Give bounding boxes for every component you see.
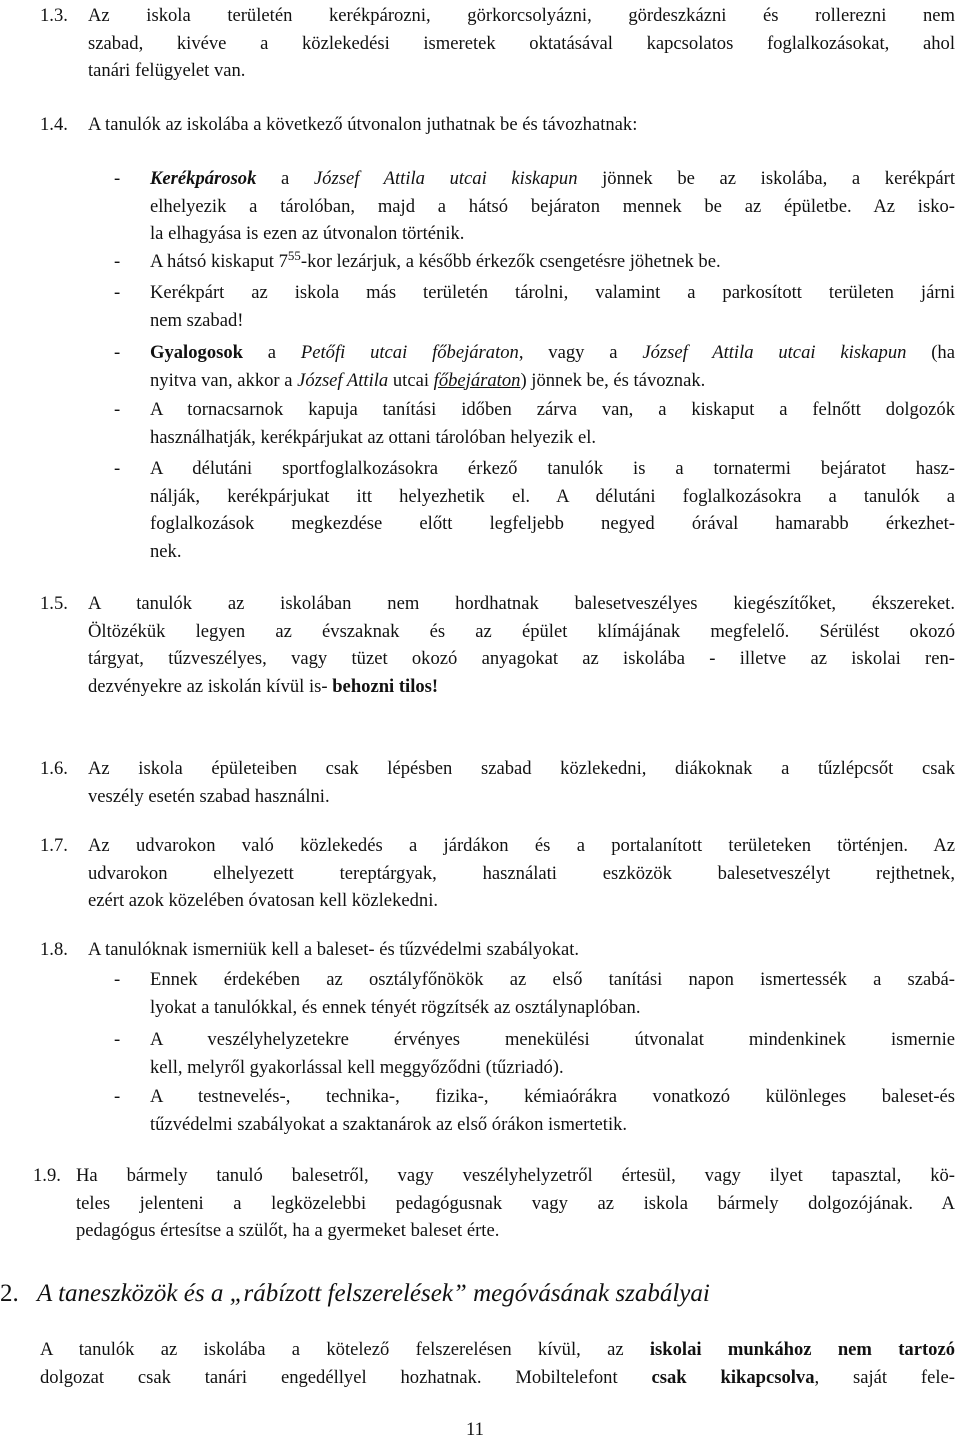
- section-intro: [88, 111, 955, 139]
- text-line: A tanulók az iskolában nem hordhatnak balesetveszélyes kiegészítőket, ékszereket.: [88, 593, 955, 614]
- section-intro: [88, 936, 955, 964]
- text-line: pedagógus értesítse a szülőt, ha a gyermeket baleset érte.: [76, 1220, 500, 1241]
- text-line: la elhagyása is ezen az útvonalon történik.: [150, 223, 465, 244]
- section-number: 1.9.: [33, 1165, 61, 1186]
- section-text: [88, 755, 955, 810]
- section-number: 1.3.: [40, 5, 68, 26]
- text-line: Kerékpárt az iskola más területén tárolni, valamint a parkosított területen járni: [150, 282, 955, 303]
- text-line: nek.: [150, 540, 182, 562]
- text-line: ezért azok közelében óvatosan kell közlekedni.: [88, 890, 439, 911]
- page-number: 11: [466, 1419, 484, 1440]
- text-line: lyokat a tanulókkal, és ennek tényét rögzítsék az osztálynaplóban.: [150, 996, 641, 1018]
- section-text: A tanulók az iskolában nem hordhatnak balesetveszélyes kiegészítőket, ékszereket. Öltözékük legyen az évszaknak és az épület klímájának megfelelő. Sérülést okozó tárgyat, tűzveszélyes, vagy tüzet okozó anyagokat az iskolába - illetve az iskolai ren- dezvényekre az iskolán kívül is- behozni tilos!: [88, 590, 955, 700]
- text-line: szabad, kivéve a közlekedési ismeretek oktatásával kapcsolatos foglalkozásokat, ahol: [88, 32, 955, 54]
- chapter-number: 2.: [0, 1280, 19, 1307]
- text-line: veszély esetén szabad használni.: [88, 785, 330, 807]
- text-line: foglalkozások megkezdése előtt legfeljebb negyed órával hamarabb érkezhet-: [150, 513, 955, 534]
- text-line: A veszélyhelyzetekre érvényes menekülési útvonalat mindenkinek ismernie: [150, 1029, 955, 1050]
- text-line: teles jelenteni a legközelebbi pedagógusnak vagy az iskola bármely dolgozójának. A: [76, 1192, 955, 1214]
- pedestrians-label: Gyalogosok: [150, 342, 243, 363]
- text-line: használhatják, kerékpárjukat az ottani tárolóban helyezik el.: [150, 426, 597, 448]
- text-line: A testnevelés-, technika-, fizika-, kémiaórákra vonatkozó különleges baleset-és: [150, 1086, 955, 1107]
- gate-name: József Attila utcai kiskapun: [313, 168, 578, 189]
- section-text: [88, 2, 955, 85]
- text-line: nálják, kerékpárjukat itt helyezhetik el. A délutáni foglalkozásokra a tanulók a: [150, 485, 955, 507]
- section-number: 1.4.: [40, 114, 68, 135]
- text-line: Ennek érdekében az osztályfőnökök az első tanítási napon ismertessék a szabá-: [150, 969, 955, 990]
- section-number: 1.8.: [40, 939, 68, 960]
- text-line: A tornacsarnok kapuja tanítási időben zárva van, a kiskaput a felnőtt dolgozók: [150, 399, 955, 420]
- section-number: 1.6.: [40, 758, 68, 779]
- text-line: elhelyezik a tárolóban, majd a hátsó bejáraton mennek be az épületbe. Az isko-: [150, 195, 955, 217]
- chapter-title: A taneszközök és a „rábízott felszerelések” megóvásának szabályai: [37, 1280, 710, 1307]
- section-number: 1.7.: [40, 835, 68, 856]
- text-line: kell, melyről gyakorlással kell meggyőződni (tűzriadó).: [150, 1056, 564, 1078]
- document-page: 1.3. Az iskola területén kerékpározni, görkorcsolyázni, gördeszkázni és rollerezni nem szabad, kivéve a közlekedési ismeretek oktatásával kapcsolatos foglalkozásokat, ahol tanári felügyelet van. 1.4. A tanulók az iskolába a következő útvonalon juthatnak be és távozhatnak: - Kerékpárosok a József Attila utcai kiskapun jönnek be az iskolába, a kerékpárt elhelyezik a tárolóban, majd a hátsó bejáraton mennek be az épületbe. Az isko- la elhagyása is ezen az útvonalon történik. - A hátsó kiskaput $7^{55}$-kor lezárjuk, a később érkezők csengetésre jöhetnek be. - Kerékpárt az iskola más területén tárolni, valamint a parkosított területen járni nem szabad! - Gyalogosok a Petőfi utcai főbejáraton, vagy a József Attila utcai kiskapun (ha nyitva van, akkor a József Attila utcai főbejáraton) jönnek be, és távoznak. - A tornacsarnok kapuja tanítási időben zárva van, a kiskaput a felnőtt dolgozók használhatják, kerékpárjukat az ottani tárolóban helyezik el. - A délutáni sportfoglalkozásokra érkező tanulók is a tornatermi bejáratot hasz- nálják, kerékpárjukat itt helyezhetik el. A délutáni foglalkozásokra a tanulók a foglalkozások megkezdése előtt legfeljebb negyed órával hamarabb érkezhet- nek. 1.5. A tanulók az iskolában nem hordhatnak balesetveszélyes kiegészítőket, ékszereket. Öltözékük legyen az évszaknak és az épület klímájának megfelelő. Sérülést okozó tárgyat, tűzveszélyes, vagy tüzet okozó anyagokat az iskolába - illetve az iskolai ren- dezvényekre az iskolán kívül is- behozni tilos! 1.6. Az iskola épületeiben csak lépésben szabad közlekedni, diákoknak a tűzlépcsőt csak veszély esetén szabad használni. 1.7. Az udvarokon való közlekedés a járdákon és a portalanított területeken történjen. Az udvarokon elhelyezett tereptárgyak, használati eszközök balesetveszélyt rejthetnek, ezért azok közelében óvatosan kell közlekedni. 1.8. A tanulóknak ismerniük kell a baleset- és tűzvédelmi szabályokat. - Ennek érdekében az osztályfőnökök az első tanítási napon ismertessék a szabá- lyokat a tanulókkal, és ennek tényét rögzítsék az osztálynaplóban. - A veszélyhelyzetekre érvényes menekülési útvonalat mindenkinek ismernie kell, melyről gyakorlással kell meggyőződni (tűzriadó). - A testnevelés-, technika-, fizika-, kémiaórákra vonatkozó különleges baleset-és tűzvédelmi szabályokat a szaktanárok az első órákon ismertetik. 1.9. Ha bármely tanuló balesetről, vagy veszélyhelyzetről értesül, vagy ilyet tapasztal, kö- teles jelenteni a legközelebbi pedagógusnak vagy az iskola bármely dolgozójának. A pedagógus értesítse a szülőt, ha a gyermeket baleset érte. 2. A taneszközök és a „rábízott felszerelések” megóvásának szabályai A tanulók az iskolába a kötelező felszerelésen kívül, az iskolai munkához nem tartozó dolgozat csak tanári engedéllyel hozhatnak. Mobiltelefont csak kikapcsolva, saját fele- 11: [0, 0, 960, 1442]
- cyclists-label: Kerékpárosok: [150, 168, 257, 189]
- text-line: udvarokon elhelyezett tereptárgyak, használati eszközök balesetveszélyt rejthetnek,: [88, 862, 955, 884]
- text-line: Az udvarokon való közlekedés a járdákon és a portalanított területeken történjen. Az: [88, 835, 955, 856]
- prohibition-text: behozni tilos!: [332, 675, 439, 697]
- text-line: tűzvédelmi szabályokat a szaktanárok az első órákon ismertetik.: [150, 1113, 628, 1135]
- section-text: [76, 1162, 955, 1245]
- time-superscript: 55: [287, 248, 301, 263]
- text-line: A tanulók az iskolába a következő útvonalon juthatnak be és távozhatnak:: [88, 114, 638, 135]
- section-number: 1.5.: [40, 593, 68, 614]
- text-line: Ha bármely tanuló balesetről, vagy veszélyhelyzetről értesül, vagy ilyet tapasztal, kö-: [76, 1165, 955, 1186]
- text-line: Az iskola területén kerékpározni, görkorcsolyázni, gördeszkázni és rollerezni nem: [88, 5, 955, 26]
- section-text: [88, 832, 955, 915]
- text-line: Öltözékük legyen az évszaknak és az épület klímájának megfelelő. Sérülést okozó: [88, 620, 955, 642]
- text-line: Az iskola épületeiben csak lépésben szabad közlekedni, diákoknak a tűzlépcsőt csak: [88, 758, 955, 779]
- text-line: A tanulóknak ismerniük kell a baleset- és tűzvédelmi szabályokat.: [88, 939, 580, 960]
- text-line: tárgyat, tűzveszélyes, vagy tüzet okozó anyagokat az iskolába - illetve az iskolai ren-: [88, 648, 955, 669]
- text-line: nem szabad!: [150, 309, 244, 331]
- text-line: A délutáni sportfoglalkozásokra érkező tanulók is a tornatermi bejáratot hasz-: [150, 458, 955, 479]
- text-line: tanári felügyelet van.: [88, 60, 246, 81]
